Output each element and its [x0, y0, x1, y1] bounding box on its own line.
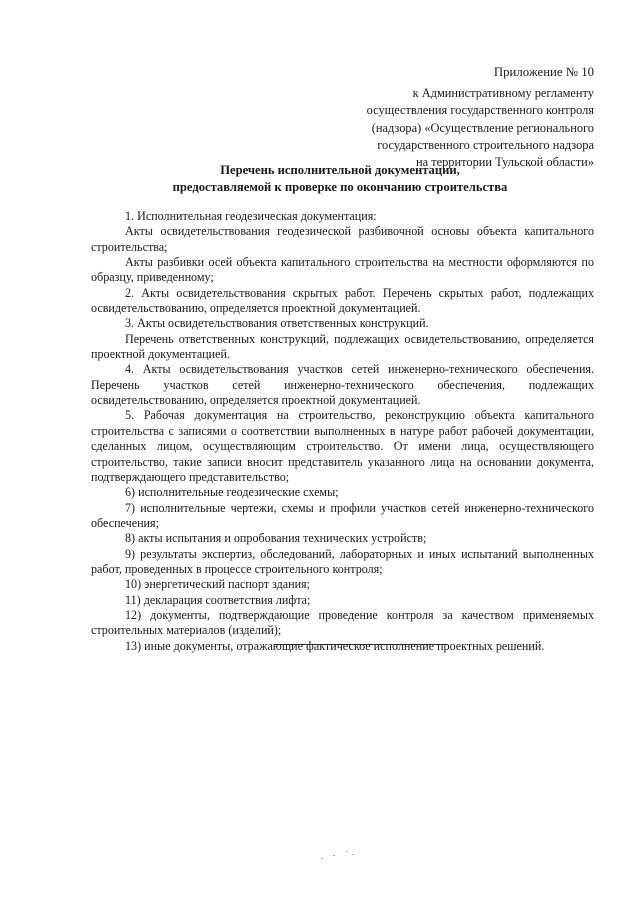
list-item: 2. Акты освидетельствования скрытых работ. Перечень скрытых работ, подлежащих освидетельствованию, определяется проектной документацией. — [91, 285, 594, 316]
list-item: 11) декларация соответствия лифта; — [125, 592, 311, 607]
scan-speck — [333, 855, 335, 856]
list-item: 9) результаты экспертиз, обследований, лабораторных и иных испытаний выполненных работ, проведенных в процессе строительного контроля; — [91, 546, 594, 576]
list-item: 4. Акты освидетельствования участков сетей инженерно-технического обеспечения. Перечень участков сетей инженерно-технического обеспечения, подлежащих освидетельствованию, определяется проектной документацией. — [91, 362, 594, 408]
list-item: 8) акты испытания и опробования технических устройств; — [125, 531, 427, 546]
appendix-line: государственного строительного надзора — [377, 137, 594, 152]
list-item: Перечень ответственных конструкций, подлежащих освидетельствованию, определяется проектной документацией. — [91, 331, 594, 362]
list-item: 6) исполнительные геодезические схемы; — [125, 485, 339, 500]
list-item: 12) документы, подтверждающие проведение контроля за качеством применяемых строительных материалов (изделий); — [91, 607, 594, 638]
appendix-line: осуществления государственного контроля — [366, 103, 594, 118]
list-item: 10) энергетический паспорт здания; — [125, 577, 310, 592]
scan-speck — [352, 854, 354, 855]
scan-speck — [346, 851, 348, 852]
list-item: Акты освидетельствования геодезической разбивочной основы объекта капитального строительства; — [91, 224, 594, 254]
appendix-number: Приложение № 10 — [493, 65, 594, 79]
signature-rule — [275, 644, 447, 645]
appendix-header — [294, 64, 594, 171]
scan-speck — [321, 858, 323, 859]
list-item: 1. Исполнительная геодезическая документация: — [125, 209, 377, 223]
title-line-2: предоставляемой к проверке по окончанию строительства — [172, 180, 508, 194]
title-line-1: Перечень исполнительной документации, — [220, 163, 460, 177]
appendix-line: (надзора) «Осуществление регионального — [371, 120, 594, 135]
list-item: 13) иные документы, отражающие фактическое исполнение проектных решений. — [125, 638, 545, 653]
document-title — [0, 162, 640, 196]
list-item: 7) исполнительные чертежи, схемы и профили участков сетей инженерно-технического обеспечения; — [91, 500, 594, 530]
document-body — [91, 209, 594, 654]
list-item: 3. Акты освидетельствования ответственных конструкций. — [125, 316, 429, 331]
appendix-line: на территории Тульской области» — [415, 155, 594, 170]
list-item: 5. Рабочая документация на строительство, реконструкцию объекта капитального строительства с записями о соответствии выполненных в натуре работ рабочей документации, сделанных лицом, осуществляющим строительство. От имени лица, осуществляющего строительство, такие записи вносит представитель указанного лица на основании документа, подтверждающего представительство; — [91, 408, 594, 484]
appendix-line: к Административному регламенту — [412, 86, 594, 101]
list-item: Акты разбивки осей объекта капитального строительства на местности оформляются по образцу, приведенному; — [91, 255, 594, 285]
